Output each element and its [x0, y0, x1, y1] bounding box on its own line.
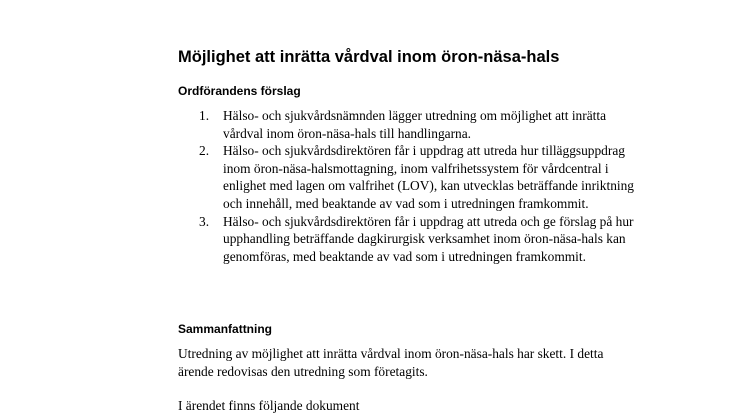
documents-intro: I ärendet finns följande dokument [178, 398, 360, 413]
proposal-item [178, 213, 638, 266]
proposal-list [178, 107, 638, 265]
proposal-heading: Ordförandens förslag [178, 84, 301, 98]
proposal-text: Hälso- och sjukvårdsdirektören får i uppdrag att utreda och ge förslag på hur upphandling beträffande dagkirurgisk verksamhet inom öron-näsa-hals kan genomföras, med beaktande av vad som i utredningen framkommit. [223, 213, 634, 264]
proposal-text: Hälso- och sjukvårdsnämnden lägger utredning om möjlighet att inrätta vårdval inom öron-näsa-hals till handlingarna. [223, 108, 607, 141]
document-title: Möjlighet att inrätta vårdval inom öron-näsa-hals [178, 48, 560, 66]
summary-paragraph: Utredning av möjlighet att inrätta vårdval inom öron-näsa-hals har skett. I detta ärende redovisas den utredning som företagits. [178, 346, 604, 379]
summary-heading: Sammanfattning [178, 322, 273, 336]
proposal-number: 3. [199, 213, 210, 229]
proposal-text: Hälso- och sjukvårdsdirektören får i uppdrag att utreda hur tilläggsuppdrag inom öron-näsa-halsmottagning, inom valfrihetssystem för vårdcentral i enlighet med lagen om valfrihet (LOV), kan utvecklas beträffande inriktning och innehåll, med beaktande av vad som i utredningen framkommit. [223, 143, 635, 211]
proposal-item [178, 142, 638, 212]
proposal-number: 1. [199, 108, 210, 123]
proposal-item [178, 107, 638, 142]
proposal-number: 2. [199, 143, 210, 159]
